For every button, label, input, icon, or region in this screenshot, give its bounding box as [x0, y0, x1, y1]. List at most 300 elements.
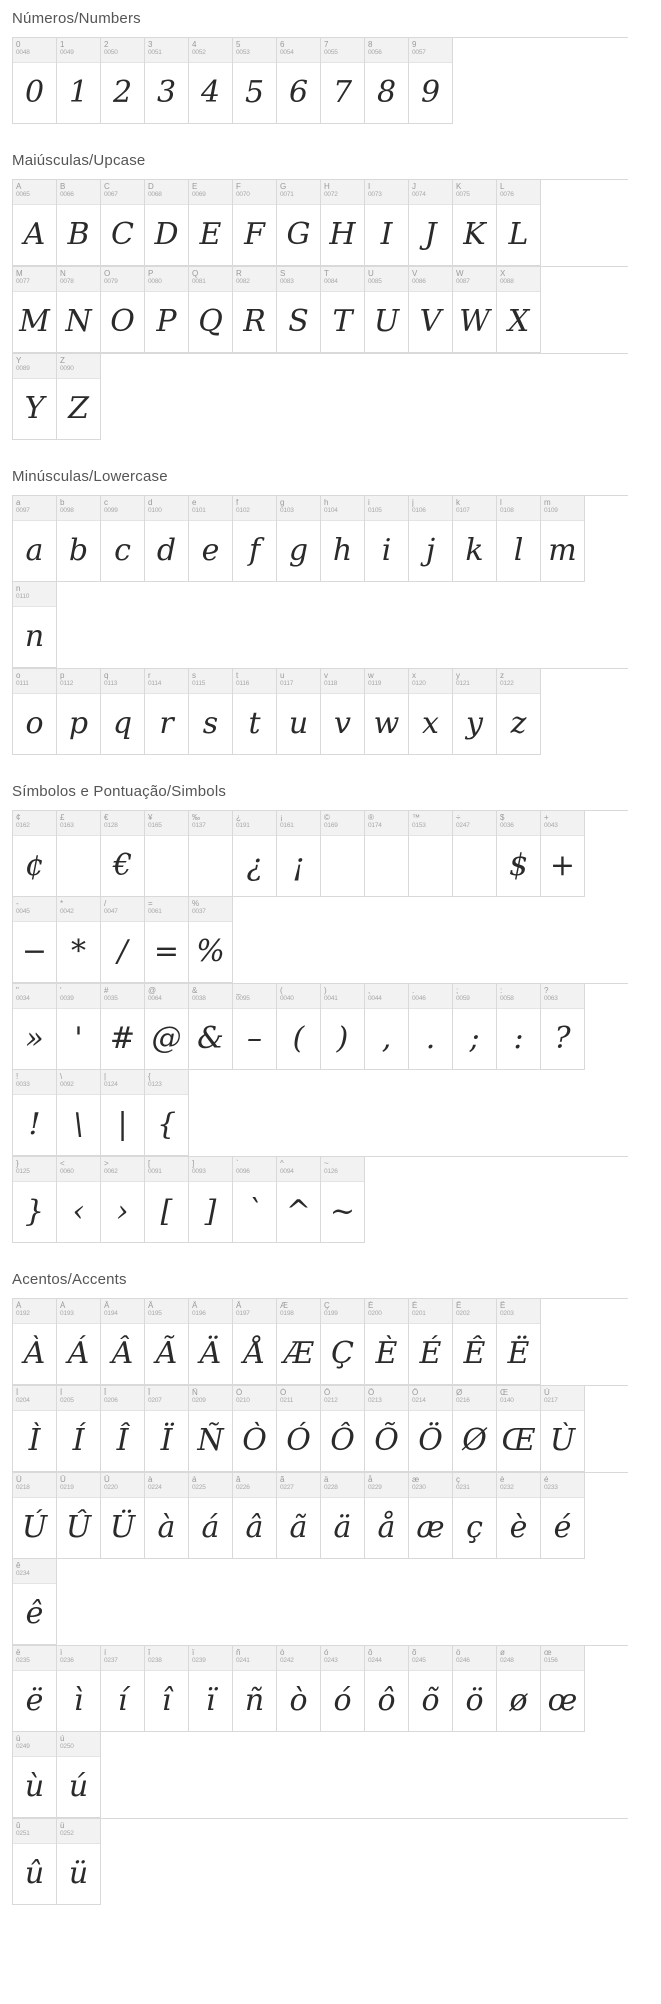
- glyph-cell[interactable]: [145, 897, 189, 983]
- glyph-preview: Ô: [330, 1423, 355, 1458]
- glyph-cell[interactable]: [365, 811, 409, 897]
- glyph-preview: Y: [24, 391, 45, 426]
- glyph-cell[interactable]: [453, 1646, 497, 1732]
- glyph-cell[interactable]: [101, 180, 145, 266]
- glyph-cell[interactable]: [365, 1646, 409, 1732]
- glyph-cell[interactable]: [13, 1070, 57, 1156]
- glyph-cell[interactable]: [101, 1473, 145, 1559]
- glyph-cell[interactable]: [145, 496, 189, 582]
- glyph-cell[interactable]: [277, 1646, 321, 1732]
- glyph-char-label: M: [16, 269, 23, 278]
- glyph-cell[interactable]: [145, 1646, 189, 1732]
- glyph-cell[interactable]: [57, 38, 101, 124]
- glyph-preview: Ç: [331, 1336, 354, 1371]
- glyph-cell-header: [277, 1299, 320, 1324]
- glyph-char-code: 0156: [544, 1657, 558, 1664]
- glyph-cell[interactable]: [57, 1299, 101, 1385]
- glyph-cell[interactable]: [57, 354, 101, 440]
- glyph-cell[interactable]: [57, 1646, 101, 1732]
- glyph-cell[interactable]: [189, 811, 233, 897]
- glyph-cell[interactable]: [409, 1646, 453, 1732]
- glyph-cell[interactable]: [233, 496, 277, 582]
- glyph-char-code: 0069: [192, 191, 206, 198]
- glyph-char-label: É: [412, 1301, 418, 1310]
- glyph-char-label: D: [148, 182, 154, 191]
- glyph-cell[interactable]: [57, 1732, 101, 1818]
- glyph-cell[interactable]: [145, 1299, 189, 1385]
- glyph-cell[interactable]: [57, 1819, 101, 1905]
- glyph-char-label: Ñ: [192, 1388, 198, 1397]
- glyph-char-code: 0058: [500, 995, 514, 1002]
- glyph-char-label: =: [148, 899, 153, 908]
- glyph-cell[interactable]: [189, 496, 233, 582]
- glyph-cell[interactable]: [57, 984, 101, 1070]
- glyph-preview: Í: [72, 1423, 85, 1458]
- glyph-char-label: G: [280, 182, 287, 191]
- glyph-cell[interactable]: [145, 811, 189, 897]
- glyph-cell-header: [13, 354, 56, 379]
- glyph-cell[interactable]: [101, 267, 145, 353]
- glyph-char-label: u: [280, 671, 285, 680]
- glyph-cell[interactable]: [453, 180, 497, 266]
- glyph-cell[interactable]: [57, 811, 101, 897]
- glyph-cell-header: [233, 984, 276, 1009]
- glyph-cell[interactable]: [145, 1386, 189, 1472]
- glyph-char-code: 0094: [280, 1168, 294, 1175]
- glyph-cell[interactable]: [409, 669, 453, 755]
- glyph-char-code: 0198: [280, 1310, 294, 1317]
- glyph-preview: :: [513, 1021, 524, 1056]
- glyph-cell[interactable]: [365, 38, 409, 124]
- glyph-cell[interactable]: [189, 897, 233, 983]
- glyph-cell-header: [365, 811, 408, 836]
- glyph-cell[interactable]: [189, 1299, 233, 1385]
- glyph-preview: í: [117, 1683, 128, 1718]
- glyph-char-label: W: [456, 269, 464, 278]
- glyph-cell-header: [145, 984, 188, 1009]
- glyph-char-code: 0074: [412, 191, 426, 198]
- glyph-cell[interactable]: [365, 984, 409, 1070]
- glyph-preview: [57, 836, 100, 896]
- glyph-cell[interactable]: [13, 984, 57, 1070]
- glyph-cell[interactable]: [541, 1646, 585, 1732]
- glyph-cell-header: [57, 1386, 100, 1411]
- glyph-char-label: q: [104, 671, 109, 680]
- glyph-char-code: 0033: [16, 1081, 30, 1088]
- glyph-cell[interactable]: [13, 582, 57, 668]
- glyph-cell-header: [277, 180, 320, 205]
- glyph-preview: –: [247, 1021, 262, 1056]
- glyph-cell[interactable]: [101, 38, 145, 124]
- glyph-cell[interactable]: [57, 180, 101, 266]
- glyph-preview: M: [19, 304, 50, 339]
- glyph-cell[interactable]: [365, 1386, 409, 1472]
- glyph-cell-header: [101, 1646, 144, 1671]
- glyph-preview: Å: [243, 1336, 266, 1371]
- glyph-char-code: 0045: [16, 908, 30, 915]
- glyph-char-label: €: [104, 813, 109, 822]
- glyph-cell[interactable]: [101, 1299, 145, 1385]
- glyph-cell[interactable]: [145, 1157, 189, 1243]
- glyph-cell-header: [365, 496, 408, 521]
- glyph-row: [12, 1298, 628, 1385]
- glyph-cell[interactable]: [541, 811, 585, 897]
- glyph-cell[interactable]: [189, 38, 233, 124]
- glyph-cell[interactable]: [101, 811, 145, 897]
- glyph-char-code: 0085: [368, 278, 382, 285]
- glyph-cell[interactable]: [189, 1473, 233, 1559]
- glyph-char-label: ©: [324, 813, 330, 822]
- glyph-cell[interactable]: [189, 1157, 233, 1243]
- glyph-cell[interactable]: [145, 984, 189, 1070]
- glyph-cell[interactable]: [189, 1646, 233, 1732]
- glyph-cell[interactable]: [409, 1299, 453, 1385]
- glyph-cell-header: [189, 38, 232, 63]
- glyph-cell[interactable]: [409, 38, 453, 124]
- glyph-cell[interactable]: [189, 267, 233, 353]
- glyph-cell[interactable]: [233, 1386, 277, 1472]
- glyph-char-label: ®: [368, 813, 374, 822]
- glyph-cell[interactable]: [365, 669, 409, 755]
- glyph-cell-header: [145, 496, 188, 521]
- glyph-cell[interactable]: [101, 669, 145, 755]
- glyph-cell[interactable]: [233, 984, 277, 1070]
- glyph-char-label: Û: [60, 1475, 66, 1484]
- glyph-cell-header: [13, 669, 56, 694]
- glyph-char-code: 0120: [412, 680, 426, 687]
- glyph-cell[interactable]: [453, 984, 497, 1070]
- glyph-char-code: 0038: [192, 995, 206, 1002]
- glyph-char-code: 0036: [500, 822, 514, 829]
- glyph-cell[interactable]: [321, 669, 365, 755]
- glyph-cell[interactable]: [409, 180, 453, 266]
- glyph-char-code: 0040: [280, 995, 294, 1002]
- glyph-cell[interactable]: [497, 984, 541, 1070]
- glyph-char-code: 0124: [104, 1081, 118, 1088]
- glyph-char-label: K: [456, 182, 462, 191]
- glyph-cell[interactable]: [277, 38, 321, 124]
- glyph-cell[interactable]: [321, 180, 365, 266]
- glyph-cell[interactable]: [145, 1070, 189, 1156]
- glyph-cell[interactable]: [145, 1473, 189, 1559]
- glyph-char-code: 0227: [280, 1484, 294, 1491]
- glyph-cell[interactable]: [13, 1732, 57, 1818]
- glyph-cell[interactable]: [233, 267, 277, 353]
- glyph-cell[interactable]: [13, 1473, 57, 1559]
- glyph-cell[interactable]: [321, 1157, 365, 1243]
- section-spacer: [0, 1905, 661, 1923]
- glyph-char-label: C: [104, 182, 110, 191]
- glyph-cell[interactable]: [365, 496, 409, 582]
- glyph-cell[interactable]: [233, 1157, 277, 1243]
- glyph-cell[interactable]: [541, 496, 585, 582]
- glyph-cell[interactable]: [277, 180, 321, 266]
- glyph-char-label: ã: [280, 1475, 285, 1484]
- glyph-char-code: 0214: [412, 1397, 426, 1404]
- glyph-cell[interactable]: [57, 669, 101, 755]
- glyph-char-code: 0232: [500, 1484, 514, 1491]
- glyph-cell[interactable]: [101, 984, 145, 1070]
- glyph-cell[interactable]: [13, 496, 57, 582]
- glyph-preview: Ê: [463, 1336, 486, 1371]
- glyph-char-code: 0066: [60, 191, 74, 198]
- glyph-preview: u: [288, 706, 309, 741]
- glyph-cell-header: [13, 267, 56, 292]
- glyph-cell-header: [409, 1646, 452, 1671]
- glyph-cell[interactable]: [189, 180, 233, 266]
- glyph-cell[interactable]: [145, 38, 189, 124]
- glyph-char-code: 0243: [324, 1657, 338, 1664]
- glyph-cell-header: [145, 669, 188, 694]
- glyph-char-code: 0165: [148, 822, 162, 829]
- glyph-cell[interactable]: [145, 669, 189, 755]
- glyph-cell[interactable]: [277, 669, 321, 755]
- glyph-cell[interactable]: [189, 669, 233, 755]
- glyph-preview: ?: [554, 1021, 571, 1056]
- glyph-preview: æ: [416, 1510, 445, 1545]
- glyph-char-label: ¡: [280, 813, 283, 822]
- glyph-cell[interactable]: [277, 1299, 321, 1385]
- glyph-cell[interactable]: [365, 1473, 409, 1559]
- glyph-cell[interactable]: [13, 897, 57, 983]
- glyph-cell-header: [13, 1473, 56, 1498]
- glyph-cell[interactable]: [541, 1473, 585, 1559]
- glyph-preview: $: [508, 848, 529, 883]
- glyph-cell[interactable]: [321, 496, 365, 582]
- glyph-cell-header: [145, 1473, 188, 1498]
- glyph-cell[interactable]: [13, 1646, 57, 1732]
- glyph-char-code: 0113: [104, 680, 118, 687]
- glyph-char-label: N: [60, 269, 66, 278]
- glyph-cell[interactable]: [101, 1157, 145, 1243]
- glyph-cell[interactable]: [321, 1646, 365, 1732]
- glyph-cell[interactable]: [233, 1646, 277, 1732]
- glyph-cell[interactable]: [277, 811, 321, 897]
- glyph-preview: è: [509, 1510, 528, 1545]
- glyph-cell[interactable]: [189, 984, 233, 1070]
- glyph-cell[interactable]: [189, 1386, 233, 1472]
- glyph-char-label: L: [500, 182, 505, 191]
- glyph-cell[interactable]: [13, 180, 57, 266]
- glyph-cell-header: [101, 669, 144, 694]
- glyph-cell-header: [453, 1386, 496, 1411]
- glyph-cell[interactable]: [365, 267, 409, 353]
- glyph-char-label: Ù: [544, 1388, 550, 1397]
- glyph-cell-header: [57, 1473, 100, 1498]
- glyph-cell[interactable]: [277, 496, 321, 582]
- glyph-char-label: Ö: [412, 1388, 419, 1397]
- glyph-char-label: a: [16, 498, 21, 507]
- glyph-cell[interactable]: [321, 1386, 365, 1472]
- glyph-cell[interactable]: [541, 984, 585, 1070]
- glyph-cell[interactable]: [13, 1157, 57, 1243]
- glyph-cell[interactable]: [277, 1386, 321, 1472]
- glyph-cell[interactable]: [145, 180, 189, 266]
- glyph-cell[interactable]: [277, 1157, 321, 1243]
- glyph-preview: v: [334, 706, 351, 741]
- glyph-char-label: j: [412, 498, 414, 507]
- glyph-cell[interactable]: [13, 1386, 57, 1472]
- glyph-cell[interactable]: [497, 1386, 541, 1472]
- glyph-char-code: 0080: [148, 278, 162, 285]
- glyph-cell[interactable]: [453, 1299, 497, 1385]
- glyph-cell[interactable]: [321, 1473, 365, 1559]
- glyph-char-code: 0073: [368, 191, 382, 198]
- glyph-cell[interactable]: [453, 267, 497, 353]
- glyph-char-label: ]: [192, 1159, 195, 1168]
- glyph-cell[interactable]: [409, 1473, 453, 1559]
- glyph-preview: ô: [377, 1683, 396, 1718]
- glyph-cell[interactable]: [101, 1646, 145, 1732]
- glyph-preview: ä: [333, 1510, 352, 1545]
- glyph-char-code: 0236: [60, 1657, 74, 1664]
- glyph-cell[interactable]: [233, 38, 277, 124]
- glyph-cell[interactable]: [453, 669, 497, 755]
- glyph-cell[interactable]: [13, 1559, 57, 1645]
- glyph-cell[interactable]: [13, 811, 57, 897]
- glyph-cell-header: [13, 1157, 56, 1182]
- glyph-cell[interactable]: [13, 267, 57, 353]
- glyph-cell-header: [277, 1157, 320, 1182]
- glyph-char-code: 0242: [280, 1657, 294, 1664]
- glyph-row: [12, 1645, 628, 1818]
- glyph-cell[interactable]: [101, 496, 145, 582]
- glyph-cell[interactable]: [145, 267, 189, 353]
- glyph-char-code: 0153: [412, 822, 426, 829]
- glyph-cell[interactable]: [57, 897, 101, 983]
- glyph-char-label: I: [368, 182, 371, 191]
- glyph-cell[interactable]: [57, 1070, 101, 1156]
- glyph-cell[interactable]: [101, 1070, 145, 1156]
- glyph-preview: i: [381, 533, 392, 568]
- glyph-cell[interactable]: [409, 496, 453, 582]
- glyph-char-label: 4: [192, 40, 197, 49]
- glyph-cell[interactable]: [13, 1819, 57, 1905]
- glyph-preview: [321, 836, 364, 896]
- glyph-cell[interactable]: [57, 1386, 101, 1472]
- glyph-cell[interactable]: [13, 1299, 57, 1385]
- glyph-char-label: <: [60, 1159, 65, 1168]
- glyph-cell[interactable]: [321, 38, 365, 124]
- glyph-cell[interactable]: [497, 180, 541, 266]
- glyph-char-label: 5: [236, 40, 241, 49]
- glyph-cell-header: [321, 1386, 364, 1411]
- glyph-cell[interactable]: [321, 1299, 365, 1385]
- glyph-cell-header: [13, 180, 56, 205]
- glyph-cell[interactable]: [453, 496, 497, 582]
- glyph-cell[interactable]: [541, 1386, 585, 1472]
- glyph-preview: [365, 836, 408, 896]
- glyph-char-code: 0207: [148, 1397, 162, 1404]
- glyph-cell[interactable]: [497, 1473, 541, 1559]
- glyph-cell[interactable]: [57, 1473, 101, 1559]
- glyph-cell[interactable]: [497, 811, 541, 897]
- glyph-cell-header: [497, 496, 540, 521]
- glyph-cell[interactable]: [233, 811, 277, 897]
- glyph-cell[interactable]: [233, 180, 277, 266]
- glyph-cell[interactable]: [409, 811, 453, 897]
- glyph-cell[interactable]: [57, 496, 101, 582]
- glyph-cell-header: [365, 1386, 408, 1411]
- glyph-char-label: g: [280, 498, 285, 507]
- glyph-cell[interactable]: [497, 1646, 541, 1732]
- glyph-cell[interactable]: [101, 1386, 145, 1472]
- glyph-preview: 7: [332, 75, 353, 110]
- glyph-cell[interactable]: [277, 1473, 321, 1559]
- glyph-char-label: ~: [324, 1159, 329, 1168]
- glyph-cell-header: [57, 1732, 100, 1757]
- glyph-char-code: 0039: [60, 995, 74, 1002]
- glyph-cell-header: [277, 1646, 320, 1671]
- glyph-char-code: 0064: [148, 995, 162, 1002]
- glyph-cell[interactable]: [409, 267, 453, 353]
- glyph-cell-header: [189, 984, 232, 1009]
- glyph-cell-header: [13, 582, 56, 607]
- glyph-char-code: 0098: [60, 507, 74, 514]
- glyph-cell-header: [365, 38, 408, 63]
- glyph-cell[interactable]: [233, 1299, 277, 1385]
- glyph-cell[interactable]: [497, 669, 541, 755]
- glyph-preview: Q: [198, 304, 223, 339]
- glyph-cell-header: [541, 1646, 584, 1671]
- glyph-cell[interactable]: [13, 354, 57, 440]
- glyph-preview: Ù: [549, 1423, 576, 1458]
- glyph-cell[interactable]: [497, 267, 541, 353]
- glyph-cell[interactable]: [497, 496, 541, 582]
- glyph-cell-header: [277, 669, 320, 694]
- glyph-cell[interactable]: [233, 669, 277, 755]
- glyph-cell[interactable]: [277, 984, 321, 1070]
- glyph-cell[interactable]: [57, 267, 101, 353]
- glyph-preview: }: [24, 1194, 45, 1229]
- glyph-preview: =: [153, 934, 180, 969]
- glyph-char-code: 0093: [192, 1168, 206, 1175]
- glyph-char-code: 0201: [412, 1310, 426, 1317]
- glyph-preview: ~: [329, 1194, 356, 1229]
- glyph-cell[interactable]: [321, 811, 365, 897]
- glyph-cell[interactable]: [101, 897, 145, 983]
- glyph-char-label: \: [60, 1072, 63, 1081]
- glyph-cell[interactable]: [453, 811, 497, 897]
- glyph-cell[interactable]: [453, 1473, 497, 1559]
- glyph-cell[interactable]: [409, 1386, 453, 1472]
- glyph-cell[interactable]: [13, 669, 57, 755]
- glyph-char-label: æ: [412, 1475, 420, 1484]
- glyph-cell-header: [233, 669, 276, 694]
- glyph-char-label: `: [236, 1159, 239, 1168]
- glyph-cell[interactable]: [365, 180, 409, 266]
- glyph-cell-header: [145, 1386, 188, 1411]
- glyph-cell-header: [189, 1299, 232, 1324]
- glyph-cell[interactable]: [57, 1157, 101, 1243]
- glyph-cell[interactable]: [497, 1299, 541, 1385]
- glyph-preview: U: [373, 304, 400, 339]
- glyph-cell[interactable]: [13, 38, 57, 124]
- glyph-cell-header: [13, 984, 56, 1009]
- glyph-cell[interactable]: [321, 984, 365, 1070]
- glyph-cell[interactable]: [321, 267, 365, 353]
- glyph-cell[interactable]: [409, 984, 453, 1070]
- glyph-cell[interactable]: [365, 1299, 409, 1385]
- glyph-char-code: 0249: [16, 1743, 30, 1750]
- glyph-char-code: 0194: [104, 1310, 118, 1317]
- glyph-cell[interactable]: [453, 1386, 497, 1472]
- glyph-cell-header: [145, 180, 188, 205]
- glyph-preview: Z: [68, 391, 89, 426]
- glyph-cell[interactable]: [277, 267, 321, 353]
- glyph-cell[interactable]: [233, 1473, 277, 1559]
- glyph-cell-header: [497, 1299, 540, 1324]
